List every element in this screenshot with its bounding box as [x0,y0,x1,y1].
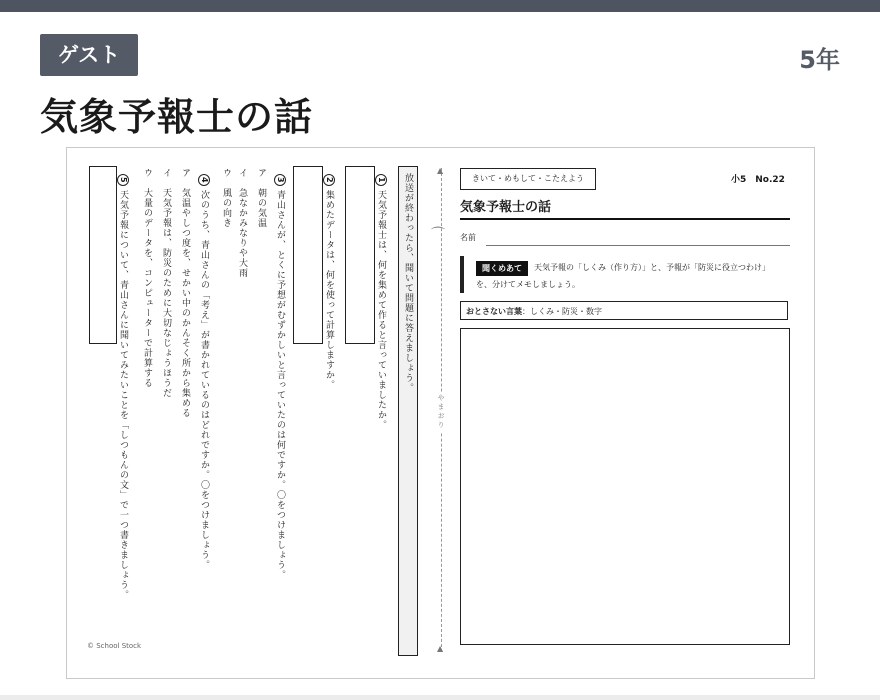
question-5 [117,174,129,600]
question-2-text: 集めたデータは、何を使って計算しますか。 [324,189,334,390]
question-1-text: 天気予報士は、何を集めて作ると言っていましたか。 [376,189,386,430]
q3-option-a: ア 朝の気温 [256,168,266,228]
question-4 [198,174,210,570]
top-bar [0,0,880,12]
question-1 [375,174,387,430]
keywords-text: ：しくみ・防災・数字 [522,307,602,316]
fold-curl-icon: ⌒ [431,227,445,243]
memo-box [460,328,790,645]
keywords-label: おとさない言葉 [466,307,522,316]
listening-goal-tag: 聞くめあて [476,261,528,276]
question-4-text: 次のうち、青山さんの「考え」が書かれているのはどれですか。〇をつけましょう。 [199,189,209,570]
q4-option-u: ウ 大量のデータを、コンピューターで計算する [142,168,152,388]
name-line [486,245,790,246]
q4-option-a: ア 気温やしつ度を、せかい中のかんそく所から集める [180,168,190,418]
q4-option-i: イ 天気予報は、防災のために大切なじょうほうだ [161,168,171,398]
worksheet-number: 小5 No.22 [731,175,785,185]
listening-goal-text-2: を、分けてメモしましょう。 [476,280,580,289]
question-1-number: 1 [375,174,387,186]
grade-label: 5年 [799,46,840,74]
worksheet-title: 気象予報士の話 [460,200,552,215]
question-5-number: 5 [117,174,129,186]
title-rule [460,218,790,220]
answer-box-q5 [89,166,117,344]
question-3 [274,174,286,580]
activity-tag: きいて・めもして・こたえよう [460,168,596,190]
instruction-box [398,166,418,656]
question-4-number: 4 [198,174,210,186]
question-3-number: 3 [274,174,286,186]
keywords-box [460,301,788,320]
q3-option-i: イ 急なかみなりや大雨 [237,168,247,278]
instruction-text: 放送が終わったら、聞いて問題に答えましょう。 [403,173,413,393]
page-title: 気象予報士の話 [40,95,314,139]
worksheet-preview [66,147,815,679]
listening-goal-text-1: 天気予報の「しくみ（作り方）」と、予報が「防災に役立つわけ」 [534,263,770,272]
name-label: 名前 [460,233,476,242]
q3-option-u: ウ 風の向き [221,168,231,228]
fold-arrow-up-icon: ▲ [437,166,444,175]
fold-label: やまおり [437,394,445,430]
answer-box-q1 [345,166,375,344]
question-5-text: 天気予報について、青山さんに聞いてみたいことを「しつもんの文」で一つ書きましょう。 [118,189,128,600]
listening-goal [460,256,794,293]
question-2 [323,174,335,390]
answer-box-q2 [293,166,323,344]
question-2-number: 2 [323,174,335,186]
question-3-text: 青山さんが、とくに予想がむずかしいと言っていたのは何ですか。〇をつけましょう。 [275,189,285,580]
guest-badge: ゲスト [40,34,138,76]
fold-arrow-down-icon: ▲ [437,644,444,653]
copyright: © School Stock [87,642,142,650]
